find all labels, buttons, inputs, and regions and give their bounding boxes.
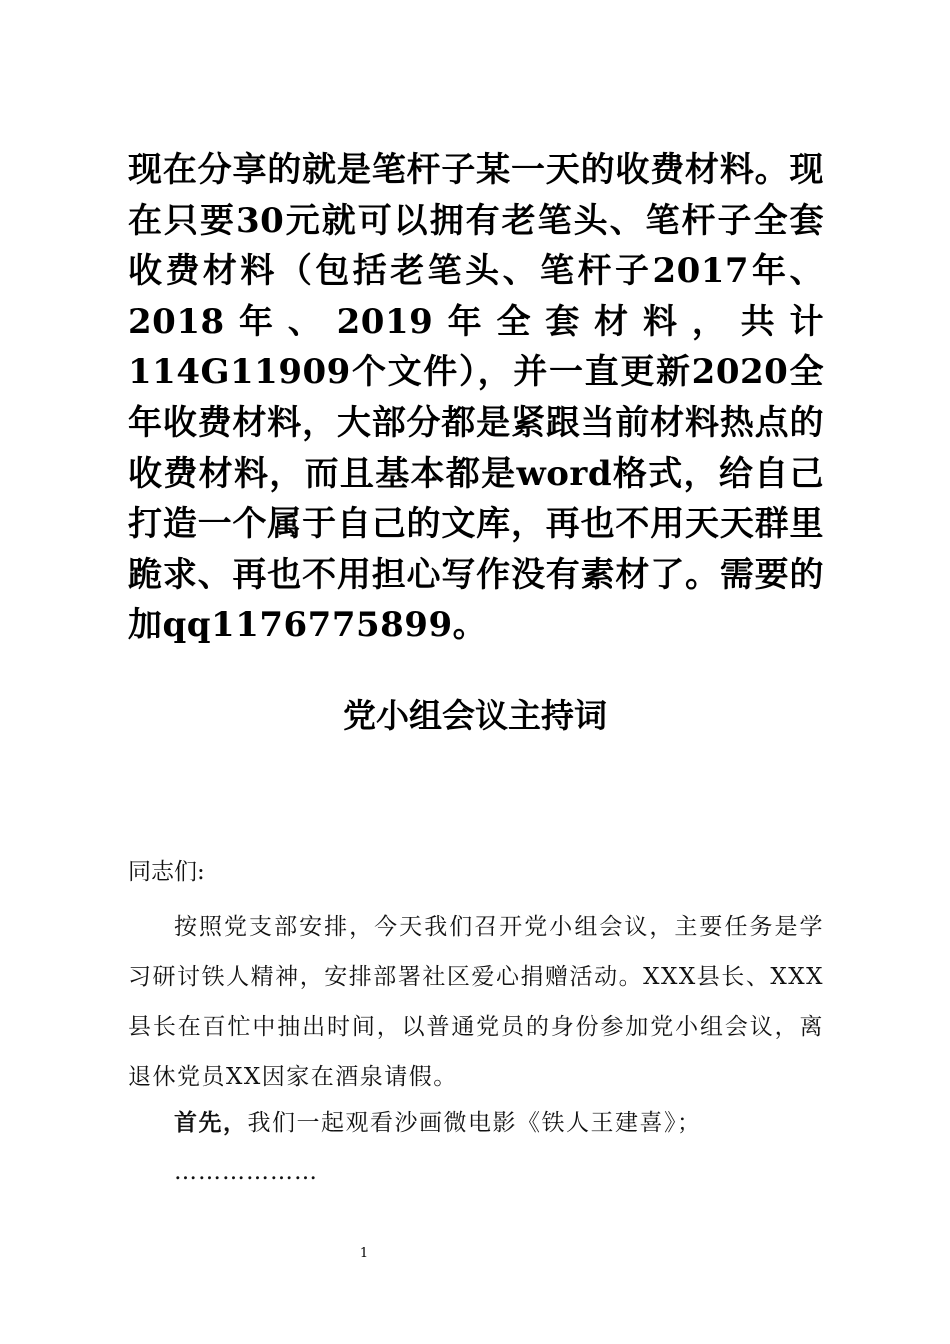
body-paragraph-1: 按照党支部安排，今天我们召开党小组会议，主要任务是学习研讨铁人精神，安排部署社区爱心捐赠活动。XXX县长、XXX县长在百忙中抽出时间，以普通党员的身份参加党小组会议，离退休党员XX因家在酒泉请假。 bbox=[128, 914, 824, 1090]
greeting-line: 同志们: bbox=[128, 859, 205, 885]
promo-paragraph: 现在分享的就是笔杆子某一天的收费材料。现在只要30元就可以拥有老笔头、笔杆子全套收费材料（包括老笔头、笔杆子2017年、2018年、2019年全套材料，共计114G11909个文件），并一直更新2020全年收费材料，大部分都是紧跟当前材料热点的收费材料，而且基本都是word格式，给自己打造一个属于自己的文库，再也不用天天群里跪求、再也不用担心写作没有素材了。需要的加qq1176775899。 bbox=[128, 150, 824, 646]
body-paragraph-2 bbox=[128, 1103, 824, 1143]
ellipsis-line: ……………… bbox=[174, 1159, 318, 1185]
page-number: 1 bbox=[359, 1246, 369, 1261]
document-title: 党小组会议主持词 bbox=[343, 696, 607, 735]
paragraph-rest: 我们一起观看沙画微电影《铁人王建喜》； bbox=[247, 1110, 702, 1136]
paragraph-lead: 首先， bbox=[174, 1109, 248, 1136]
